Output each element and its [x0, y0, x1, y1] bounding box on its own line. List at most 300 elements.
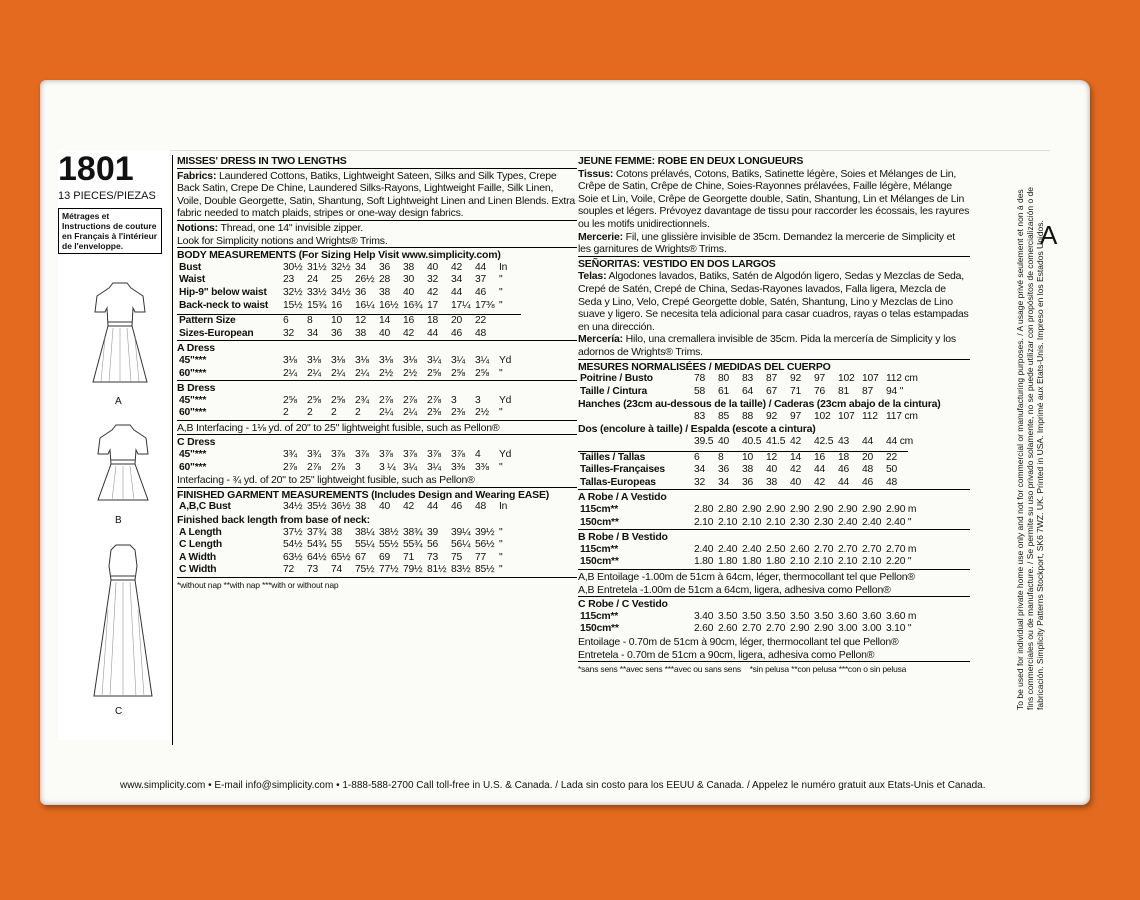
table-cell: 40: [718, 436, 730, 448]
table-cell: 54½: [283, 539, 303, 551]
c-entoilage: Entoilage - 0.70m de 51cm à 90cm, léger, thermocollant tel que Pellon®: [578, 635, 899, 648]
table-row: [177, 300, 521, 313]
table-cell: 2.40: [862, 516, 882, 528]
table-cell: 46: [475, 286, 487, 298]
table-row: [578, 373, 920, 386]
table-cell: 2.10: [742, 516, 762, 528]
table-cell: 50: [886, 464, 898, 476]
table-cell: 3: [475, 394, 481, 406]
table-row: [177, 462, 521, 475]
table-row: [177, 262, 521, 275]
row-label: Sizes-European: [179, 327, 254, 339]
finished-title: FINISHED GARMENT MEASUREMENTS (Includes Design and Wearing EASE): [177, 487, 577, 502]
table-cell: 67: [355, 551, 367, 563]
table-cell: 46: [838, 464, 850, 476]
table-cell: 97: [790, 410, 802, 422]
row-label: Bust: [179, 261, 202, 273]
hanches-table: [578, 411, 920, 424]
dress-c-drawing: [88, 540, 158, 700]
table-cell: 3: [451, 394, 457, 406]
table-cell: 36: [379, 261, 391, 273]
row-label: [578, 436, 692, 449]
table-cell: 2¼: [403, 407, 417, 419]
table-row: [578, 556, 918, 569]
table-cell: 6: [694, 451, 700, 463]
table-cell: 75½: [355, 564, 375, 576]
row-label: 60"***: [179, 407, 207, 419]
table-cell: 38¾: [403, 526, 423, 538]
table-cell: 43: [838, 436, 850, 448]
table-cell: 2.10: [838, 556, 858, 568]
row-label: Taille / Cintura: [580, 385, 647, 397]
table-cell: 3.10 ": [886, 623, 912, 635]
table-cell: 3.60: [862, 610, 882, 622]
table-cell: 2⅞: [283, 461, 297, 473]
c-entretela: Entretela - 0.70m de 51cm a 90cm, ligera, adhesiva como Pellon®: [578, 648, 875, 661]
table-cell: 46: [451, 327, 463, 339]
row-label: C Length: [179, 539, 223, 551]
table-cell: 2: [283, 407, 289, 419]
table-cell: 34: [307, 327, 319, 339]
table-cell: 3⅞: [403, 449, 417, 461]
table-cell: 102: [838, 373, 855, 385]
english-footnote: *without nap **with nap ***with or without nap: [177, 577, 577, 592]
table-cell: 3⅞: [355, 449, 369, 461]
table-cell: 16½: [379, 299, 399, 311]
table-cell: 10: [742, 451, 754, 463]
a-robe-table: [578, 504, 918, 529]
table-cell: 63½: [283, 551, 303, 563]
english-column: [172, 155, 577, 745]
table-cell: 3.50: [790, 610, 810, 622]
a-dress-heading: A Dress: [177, 340, 577, 355]
table-cell: Yd: [499, 354, 512, 366]
table-cell: 6: [283, 315, 289, 327]
row-label: 45"***: [179, 354, 207, 366]
mes-title: MESURES NORMALISÉES / MEDIDAS DEL CUERPO: [578, 359, 970, 374]
ab-interfacing: A,B Interfacing - 1⅛ yd. of 20" to 25" lightweight fusible, such as Pellon®: [177, 420, 577, 435]
row-label: 115cm**: [580, 543, 619, 555]
table-cell: ": [499, 367, 503, 379]
table-cell: 2.60: [694, 623, 714, 635]
table-cell: 72: [283, 564, 295, 576]
table-cell: 28: [379, 274, 391, 286]
table-cell: 17⅜: [475, 299, 495, 311]
table-cell: 55¼: [355, 539, 375, 551]
table-cell: ": [499, 461, 503, 473]
table-cell: 92: [790, 373, 802, 385]
b-dress-yardage: [177, 395, 521, 420]
table-cell: 80: [718, 373, 730, 385]
table-cell: 1.80: [742, 556, 762, 568]
table-cell: 2¼: [379, 407, 393, 419]
fr-title: JEUNE FEMME: ROBE EN DEUX LONGUEURS: [578, 155, 804, 167]
table-cell: 3.60: [838, 610, 858, 622]
table-cell: 3.00: [838, 623, 858, 635]
table-cell: 83½: [451, 564, 471, 576]
table-cell: 102: [814, 410, 831, 422]
table-cell: 2: [331, 407, 337, 419]
table-cell: 25: [331, 274, 343, 286]
table-cell: 44: [427, 501, 439, 513]
table-row: [578, 477, 908, 490]
table-row: [578, 623, 918, 636]
table-cell: 2.70: [742, 623, 762, 635]
table-cell: 42: [451, 261, 463, 273]
table-cell: 2.60: [790, 543, 810, 555]
row-label: 150cm**: [580, 516, 619, 528]
table-cell: 3¼: [403, 461, 417, 473]
table-cell: 39: [427, 526, 439, 538]
table-cell: 2.90: [814, 504, 834, 516]
table-cell: 73: [427, 551, 439, 563]
table-cell: 2¾: [355, 394, 369, 406]
table-cell: 32: [427, 274, 439, 286]
table-cell: 2½: [475, 407, 489, 419]
table-cell: 48: [475, 327, 487, 339]
table-row: [177, 368, 521, 381]
row-label: A Width: [179, 551, 217, 563]
table-row: [177, 395, 521, 408]
pattern-number: 1801: [58, 150, 134, 188]
table-cell: 40: [403, 286, 415, 298]
table-cell: 3⅜: [475, 461, 489, 473]
table-cell: 3⅞: [427, 449, 441, 461]
row-label: Tailles / Tallas: [580, 451, 646, 463]
table-cell: 34: [694, 464, 706, 476]
table-cell: 36: [718, 464, 730, 476]
table-cell: 94 ": [886, 385, 904, 397]
table-row: [177, 501, 521, 514]
table-cell: 2: [355, 407, 361, 419]
table-cell: 37¾: [307, 526, 327, 538]
table-cell: 22: [886, 451, 898, 463]
table-cell: 3¼: [451, 354, 465, 366]
table-cell: 39.5: [694, 436, 714, 448]
table-cell: ": [499, 564, 503, 576]
table-cell: 42: [427, 286, 439, 298]
table-row: [578, 611, 918, 624]
table-cell: 26½: [355, 274, 375, 286]
c-robe-heading: C Robe / C Vestido: [578, 596, 970, 611]
table-row: [177, 552, 521, 565]
table-row: [177, 449, 521, 462]
side-legal-text: To be used for individual private home use only and not for commercial or manufacturing purposes. / A usage privé seulement et non à des fins commerciales ou de manufacture. / Se permite su uso privado solamente, no se puede utilizar con propósitos de comercialización o de fabricación. Simplicity Patterns Stockport, SK6 7WZ. UK. Printed in USA. Imprimé aux Etats-Unis. Impreso en los Estados Unidos.: [1015, 186, 1045, 710]
table-cell: 2.90: [790, 623, 810, 635]
table-cell: 41.5: [766, 436, 786, 448]
table-cell: 2½: [379, 367, 393, 379]
table-cell: 2¼: [307, 367, 321, 379]
table-row: [177, 564, 521, 577]
table-cell: 2.70: [766, 623, 786, 635]
table-cell: 20: [451, 315, 463, 327]
table-cell: 38: [331, 526, 343, 538]
row-label: Back-neck to waist: [179, 299, 269, 311]
b-dress-heading: B Dress: [177, 380, 577, 395]
row-label: Hip-9" below waist: [179, 286, 267, 298]
table-cell: 2⅝: [427, 367, 441, 379]
table-cell: 1.80: [694, 556, 714, 568]
table-cell: 2⅝: [307, 394, 321, 406]
table-cell: 38: [379, 286, 391, 298]
table-row: [578, 464, 908, 477]
row-label: 150cm**: [580, 623, 619, 635]
table-cell: 2.90: [790, 504, 810, 516]
table-row: [177, 539, 521, 552]
table-cell: 83: [694, 410, 706, 422]
table-cell: 2.80: [694, 504, 714, 516]
c-interfacing: Interfacing - ¾ yd. of 20" to 25" lightweight fusible, such as Pellon®: [177, 474, 475, 487]
table-cell: ": [499, 407, 503, 419]
table-cell: 2½: [403, 367, 417, 379]
a-robe-heading: A Robe / A Vestido: [578, 489, 970, 504]
table-cell: 85½: [475, 564, 495, 576]
a-dress-yardage: [177, 355, 521, 380]
table-cell: 33½: [307, 286, 327, 298]
table-cell: 23: [283, 274, 295, 286]
table-cell: 40: [790, 476, 802, 488]
table-cell: ": [499, 539, 503, 551]
table-cell: 3⅞: [331, 449, 345, 461]
table-cell: 39½: [475, 526, 495, 538]
row-label: 115cm**: [580, 610, 619, 622]
table-cell: 2⅝: [451, 367, 465, 379]
row-label: 150cm**: [580, 556, 619, 568]
c-robe-table: [578, 611, 918, 636]
table-cell: 117 cm: [886, 410, 918, 422]
table-cell: 75: [451, 551, 463, 563]
table-cell: 30½: [283, 261, 303, 273]
table-cell: 37½: [283, 526, 303, 538]
table-cell: 34½: [331, 286, 351, 298]
row-label: 60"***: [179, 461, 207, 473]
table-cell: 32½: [283, 286, 303, 298]
table-cell: 3⅛: [403, 354, 417, 366]
table-cell: ": [499, 551, 503, 563]
table-cell: 3⅛: [283, 354, 297, 366]
table-cell: 3¼: [427, 354, 441, 366]
table-cell: 32: [694, 476, 706, 488]
table-cell: 2.40: [838, 516, 858, 528]
table-cell: ": [499, 286, 503, 298]
table-cell: 34½: [283, 501, 303, 513]
finished-length-table: [177, 527, 521, 577]
table-cell: 2.10: [814, 556, 834, 568]
table-cell: 16: [331, 299, 343, 311]
table-row: [578, 451, 908, 464]
table-cell: 2⅜: [451, 407, 465, 419]
table-cell: 67: [766, 385, 778, 397]
table-cell: 97: [814, 373, 826, 385]
table-cell: 2¼: [355, 367, 369, 379]
table-cell: 65½: [331, 551, 351, 563]
table-cell: 73: [307, 564, 319, 576]
table-cell: 38: [742, 464, 754, 476]
view-label-b: B: [115, 515, 122, 526]
table-cell: 55½: [379, 539, 399, 551]
table-cell: 3¼: [475, 354, 489, 366]
table-cell: 42: [790, 464, 802, 476]
table-cell: 2.90: [814, 623, 834, 635]
table-cell: 40.5: [742, 436, 762, 448]
table-cell: 3.60 m: [886, 610, 917, 622]
table-cell: 2⅞: [331, 461, 345, 473]
table-cell: 16: [814, 451, 826, 463]
dress-a-drawing: [85, 278, 155, 388]
side-mark: A: [1040, 220, 1058, 250]
table-cell: 2.10: [694, 516, 714, 528]
table-cell: 39¼: [451, 526, 471, 538]
table-cell: 55: [331, 539, 343, 551]
table-cell: 3¾: [307, 449, 321, 461]
c-dress-heading: C Dress: [177, 434, 577, 449]
table-cell: 81: [838, 385, 850, 397]
table-cell: 74: [331, 564, 343, 576]
table-cell: 38: [355, 327, 367, 339]
table-cell: 56½: [475, 539, 495, 551]
table-cell: 85: [718, 410, 730, 422]
table-cell: 77: [475, 551, 487, 563]
table-cell: 3 ¼: [379, 461, 396, 473]
table-cell: 32½: [331, 261, 351, 273]
table-row: [578, 386, 920, 399]
table-cell: 46: [451, 501, 463, 513]
table-cell: 64½: [307, 551, 327, 563]
table-cell: 64: [742, 385, 754, 397]
body-measurements-title: BODY MEASUREMENTS (For Sizing Help Visit www.simplicity.com): [177, 247, 577, 262]
row-label: C Width: [179, 564, 217, 576]
table-cell: 46: [862, 476, 874, 488]
envelope-flap: [60, 100, 1050, 151]
table-cell: 92: [766, 410, 778, 422]
table-cell: 76: [814, 385, 826, 397]
size-table: [177, 314, 521, 340]
table-cell: 2.90: [742, 504, 762, 516]
table-cell: 31½: [307, 261, 327, 273]
table-cell: 2.40: [742, 543, 762, 555]
table-cell: 3⅞: [451, 449, 465, 461]
english-title: MISSES' DRESS IN TWO LENGTHS: [177, 155, 347, 167]
c-dress-yardage: [177, 449, 521, 474]
body-measurements-table: [177, 262, 521, 312]
table-cell: 87: [766, 373, 778, 385]
table-cell: 2⅞: [403, 394, 417, 406]
table-cell: 2⅜: [427, 407, 441, 419]
table-cell: 36½: [331, 501, 351, 513]
table-cell: 42.5: [814, 436, 834, 448]
notions-text-2: Look for Simplicity notions and Wrights® Trims.: [177, 234, 388, 247]
table-cell: 16: [403, 315, 415, 327]
row-label: Pattern Size: [179, 315, 236, 327]
table-cell: 2.70 m: [886, 543, 917, 555]
table-cell: 10: [331, 315, 343, 327]
table-cell: 54¾: [307, 539, 327, 551]
row-label: 60"***: [179, 367, 207, 379]
table-cell: 3⅛: [307, 354, 321, 366]
dos-label: Dos (encolure à taille) / Espalda (escote a cintura): [578, 423, 816, 436]
mes-table: [578, 373, 920, 398]
table-cell: 12: [355, 315, 367, 327]
table-cell: 40: [427, 261, 439, 273]
table-cell: 2.70: [814, 543, 834, 555]
finished-sub: Finished back length from base of neck:: [177, 514, 370, 527]
table-cell: 3⅛: [379, 354, 393, 366]
row-label: Poitrine / Busto: [580, 373, 653, 385]
table-cell: 38¼: [355, 526, 375, 538]
table-cell: Yd: [499, 394, 512, 406]
dress-b-drawing: [88, 420, 158, 505]
table-cell: 2.30: [790, 516, 810, 528]
table-cell: 3.50: [814, 610, 834, 622]
table-cell: 18: [427, 315, 439, 327]
table-cell: 44: [838, 476, 850, 488]
table-cell: 42: [403, 501, 415, 513]
table-cell: 3⅜: [451, 461, 465, 473]
table-cell: 56¼: [451, 539, 471, 551]
table-row: [578, 517, 918, 530]
table-cell: 38: [766, 476, 778, 488]
taille-table: [578, 451, 908, 490]
table-cell: 15¾: [307, 299, 327, 311]
row-label: Waist: [179, 274, 206, 286]
table-cell: 8: [718, 451, 724, 463]
table-cell: 112: [862, 410, 878, 422]
table-cell: 35½: [307, 501, 327, 513]
table-cell: 83: [742, 373, 754, 385]
table-cell: 2.30: [814, 516, 834, 528]
french-note: Métrages et Instructions de couture en Français à l'intérieur de l'enveloppe.: [58, 208, 162, 254]
table-cell: 44: [451, 286, 463, 298]
piece-count: 13 PIECES/PIEZAS: [58, 190, 156, 202]
table-cell: ": [499, 526, 503, 538]
table-cell: 2.10: [718, 516, 738, 528]
table-cell: 107: [862, 373, 879, 385]
table-cell: 1.80: [718, 556, 738, 568]
table-cell: 77½: [379, 564, 399, 576]
table-cell: In: [499, 261, 508, 273]
table-cell: 44: [862, 436, 874, 448]
table-cell: 2¼: [331, 367, 345, 379]
table-cell: 2.10: [766, 516, 786, 528]
table-cell: 38: [355, 501, 367, 513]
table-row: [578, 411, 920, 424]
footer-contact: www.simplicity.com • E-mail info@simplicity.com • 1-888-588-2700 Call toll-free in U.S. & Canada. / Lada sin costo para los EEUU & Canada. / Appelez le numéro gratuit aux Etats-Unis et Canada.: [120, 780, 986, 791]
table-cell: 2.50: [766, 543, 786, 555]
table-cell: 36: [742, 476, 754, 488]
table-cell: 2.10: [790, 556, 810, 568]
table-cell: 2.90: [838, 504, 858, 516]
table-cell: 44 cm: [886, 436, 914, 448]
table-cell: ": [499, 274, 503, 286]
table-cell: 3⅛: [331, 354, 345, 366]
table-cell: 61: [718, 385, 730, 397]
table-cell: 71: [790, 385, 802, 397]
table-cell: 71: [403, 551, 415, 563]
table-cell: 17: [427, 299, 439, 311]
table-cell: 3⅞: [379, 449, 393, 461]
table-cell: 40: [379, 327, 391, 339]
side-panel: [985, 170, 1075, 730]
table-cell: 3.50: [718, 610, 738, 622]
table-cell: 42: [814, 476, 826, 488]
es-title: SEÑORITAS: VESTIDO EN DOS LARGOS: [578, 256, 970, 271]
table-cell: 58: [694, 385, 706, 397]
table-cell: 48: [862, 464, 874, 476]
table-cell: 44: [427, 327, 439, 339]
table-cell: 14: [379, 315, 391, 327]
notions-text: Notions: Thread, one 14" invisible zipper.: [177, 220, 577, 235]
row-label: A Length: [179, 526, 222, 538]
